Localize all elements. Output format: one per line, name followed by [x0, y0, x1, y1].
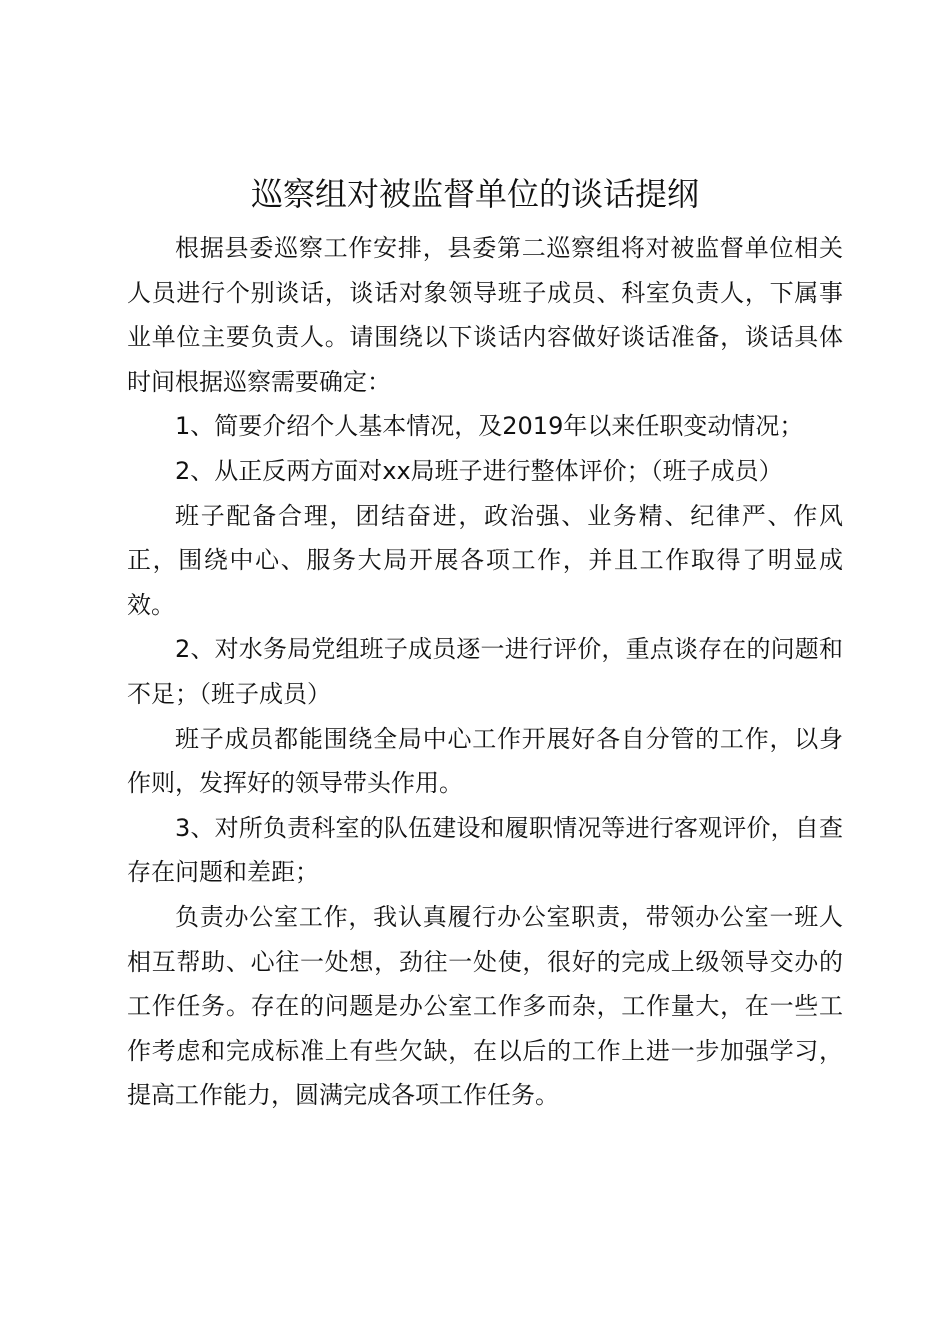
document-title: 巡察组对被监督单位的谈话提纲: [250, 175, 699, 213]
paragraph-intro: 根据县委巡察工作安排，县委第二巡察组将对被监督单位相关人员进行个别谈话，谈话对象领导班子成员、科室负责人，下属事业单位主要负责人。请围绕以下谈话内容做好谈话准备，谈话具体时间根据巡察需要确定：: [127, 234, 843, 396]
paragraph-answer-3: 负责办公室工作，我认真履行办公室职责，带领办公室一班人相互帮助、心往一处想，劲往一处使，很好的完成上级领导交办的工作任务。存在的问题是办公室工作多而杂，工作量大，在一些工作考虑和完成标准上有些欠缺，在以后的工作上进一步加强学习，提高工作能力，圆满完成各项工作任务。: [127, 902, 843, 1110]
paragraph-item-3: 3、对所负责科室的队伍建设和履职情况等进行客观评价，自查存在问题和差距；: [127, 813, 843, 887]
paragraph-answer-2b: 班子成员都能围绕全局中心工作开展好各自分管的工作，以身作则，发挥好的领导带头作用。: [127, 724, 843, 798]
paragraph-answer-2: 班子配备合理，团结奋进，政治强、业务精、纪律严、作风正，围绕中心、服务大局开展各项工作，并且工作取得了明显成效。: [127, 501, 843, 619]
paragraph-item-1: 1、简要介绍个人基本情况，及2019年以来任职变动情况；: [175, 412, 804, 441]
paragraph-item-2: 2、从正反两方面对xx局班子进行整体评价；（班子成员）: [175, 456, 783, 485]
document-body: [127, 226, 843, 1118]
paragraph-item-2b: 2、对水务局党组班子成员逐一进行评价，重点谈存在的问题和不足；（班子成员）: [127, 635, 843, 708]
